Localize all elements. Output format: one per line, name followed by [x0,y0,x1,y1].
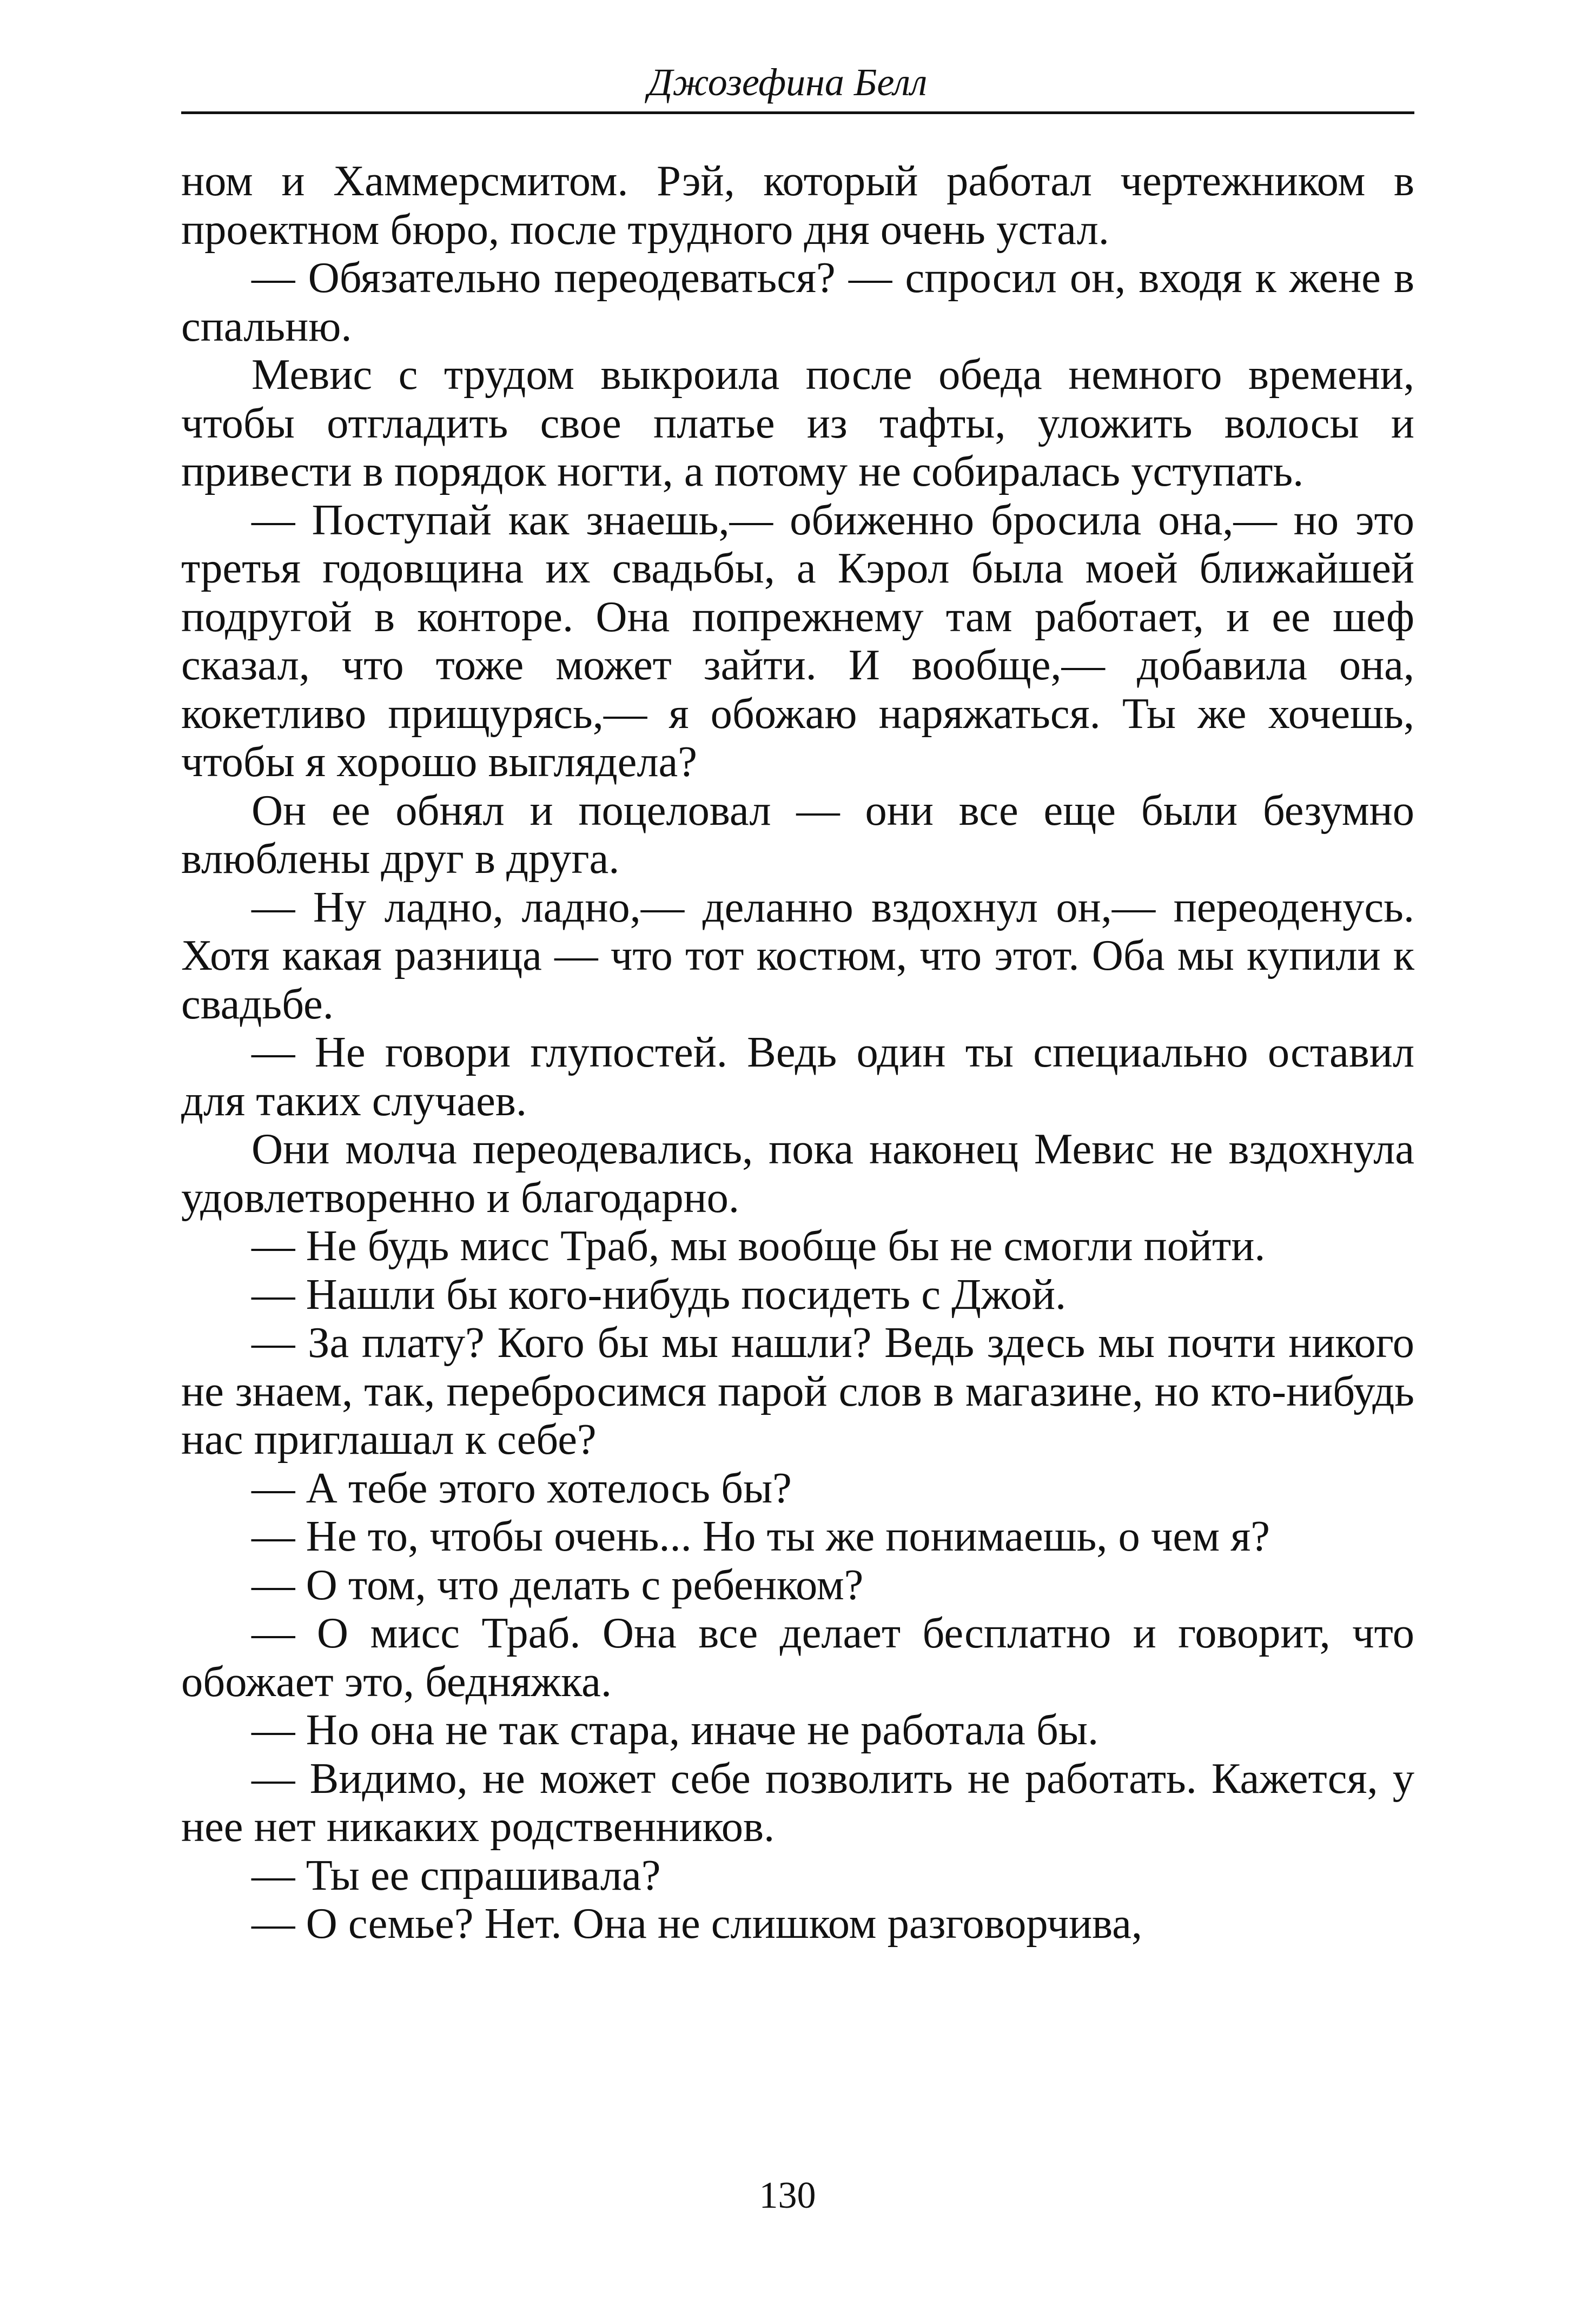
paragraph: — Поступай как знаешь,— обиженно бросила она,— но это третья годовщина их свадьбы, а Кэрол была моей ближайшей подругой в конторе. Она попрежнему там работает, и ее шеф сказал, что тоже может зайти. И вообще,— добавила она, кокетливо прищурясь,— я обожаю наряжаться. Ты же хочешь, чтобы я хорошо выглядела? [181,495,1414,786]
paragraph: ном и Хаммерсмитом. Рэй, который работал чертежником в проектном бюро, после трудного дня очень устал. [181,157,1414,254]
paragraph: — Обязательно переодеваться? — спросил он, входя к жене в спальню. [181,254,1414,350]
paragraph: — О семье? Нет. Она не слишком разговорчива, [252,1899,1142,1948]
paragraph: Он ее обнял и поцеловал — они все еще были безумно влюблены друг в друга. [181,786,1414,883]
paragraph: — Ну ладно, ладно,— деланно вздохнул он,— переоденусь. Хотя какая разница — что тот костюм, что этот. Оба мы купили к свадьбе. [181,883,1414,1028]
paragraph: — Видимо, не может себе позволить не работать. Кажется, у нее нет никаких родственников. [181,1754,1414,1851]
paragraph: Они молча переодевались, пока наконец Мевис не вздохнула удовлетворенно и благодарно. [181,1125,1414,1222]
running-title: Джозефина Белл [647,61,928,104]
paragraph: — А тебе этого хотелось бы? [252,1464,792,1512]
paragraph: — О том, что делать с ребенком? [252,1560,864,1609]
paragraph: Мевис с трудом выкроила после обеда немного времени, чтобы отгладить свое платье из тафты, уложить волосы и привести в порядок ногти, а потому не собиралась уступать. [181,350,1414,495]
paragraph: — За плату? Кого бы мы нашли? Ведь здесь мы почти никого не знаем, так, перебросимся парой слов в магазине, но кто-нибудь нас приглашал к себе? [181,1319,1414,1464]
paragraph: — Нашли бы кого-нибудь посидеть с Джой. [252,1270,1067,1319]
paragraph: — Не будь мисс Траб, мы вообще бы не смогли пойти. [252,1222,1266,1270]
header-rule [181,111,1414,114]
paragraph: — Но она не так стара, иначе не работала бы. [252,1706,1099,1754]
paragraph: — Ты ее спрашивала? [252,1851,661,1899]
paragraph: — Не то, чтобы очень... Но ты же понимаешь, о чем я? [252,1512,1270,1560]
body-text [181,157,1414,1948]
paragraph: — О мисс Траб. Она все делает бесплатно и говорит, что обожает это, бедняжка. [181,1609,1414,1706]
paragraph: — Не говори глупостей. Ведь один ты специально оставил для таких случаев. [181,1028,1414,1125]
page-number: 130 [759,2175,816,2216]
